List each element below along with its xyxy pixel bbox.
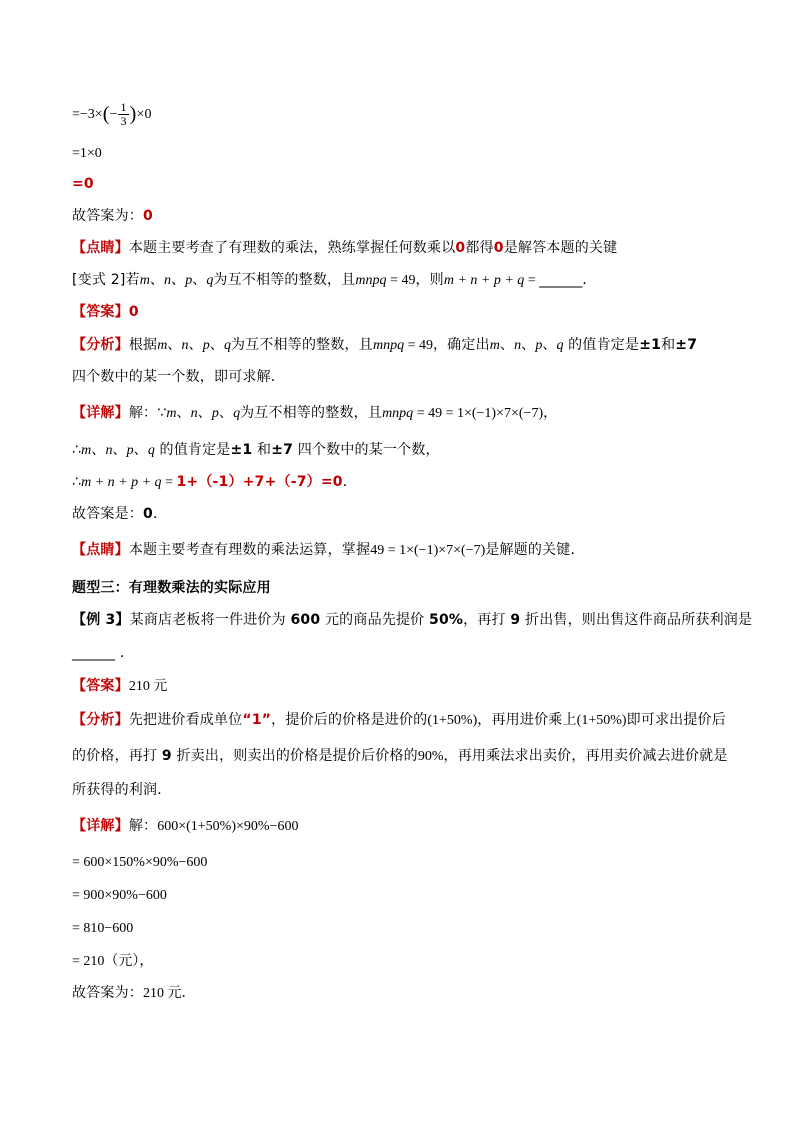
minus-sign: − [109, 107, 118, 122]
answer-blank: ______ [72, 645, 116, 661]
period: ． [115, 645, 135, 661]
therefore-symbol: ∴ [72, 442, 82, 458]
variable-q: q [147, 443, 155, 458]
markup-factor: (1+50%) [427, 713, 478, 728]
discount-value: 9 [510, 612, 521, 628]
analysis-text: 所获得的利润． [72, 782, 172, 798]
answer-tag: 【答案】 [72, 678, 129, 694]
fraction-numerator: 1 [120, 99, 127, 114]
sum-expression: m + n + p + q [81, 475, 162, 490]
unit-one: “1” [242, 712, 272, 728]
solution-3-line-2 [72, 852, 207, 873]
period: ． [152, 506, 168, 522]
note-text: 本题主要考查了有理数的乘法，熟练掌握任何数乘以 [128, 240, 456, 256]
separator: 、 [197, 405, 212, 421]
variable-q: q [233, 406, 241, 421]
solution-2-line-2 [72, 440, 440, 461]
solution-text: 和 [252, 442, 272, 458]
answer-tag: 【答案】 [72, 304, 129, 320]
variable-n: n [190, 406, 198, 421]
analysis-text: 即可求出提价后 [626, 712, 726, 728]
analysis-3-line-1 [72, 710, 726, 731]
variable-p: p [535, 338, 543, 353]
variable-m: m [139, 273, 150, 288]
variable-n: n [514, 338, 522, 353]
sum-expression: m + n + p + q [443, 273, 525, 288]
calc-text: ×0 [136, 107, 152, 122]
calc-text: = 810−600 [72, 921, 134, 936]
separator: 、 [192, 272, 207, 288]
paren-close: ) [129, 103, 137, 125]
solution-text: 的值肯定是 [154, 442, 231, 458]
discount-value: 9 [161, 748, 172, 764]
analysis-text: 的值肯定是 [563, 337, 640, 353]
solution-text: 解：∵ [128, 405, 167, 421]
section-title-text: 题型三：有理数乘法的实际应用 [72, 580, 271, 596]
therefore-symbol: ∴ [72, 474, 82, 490]
question-text: 某商店老板将一件进价为 [129, 612, 291, 628]
variable-n: n [181, 338, 189, 353]
value-plus-minus-1: ±1 [639, 337, 662, 353]
variable-p: p [126, 443, 134, 458]
separator: 、 [133, 442, 148, 458]
separator: 、 [167, 337, 182, 353]
answer-value: 210 元 [128, 679, 168, 694]
analysis-text: 四个数中的某一个数，即可求解． [72, 369, 285, 385]
analysis-text: 和 [661, 337, 676, 353]
note-line-2 [72, 540, 585, 561]
note-tag: 【点睛】 [72, 542, 129, 558]
factorization-49: = 49 = 1×(−1)×7×(−7) [413, 406, 544, 421]
separator: 、 [209, 337, 224, 353]
variable-q: q [556, 338, 564, 353]
variable-m: m [81, 443, 92, 458]
answer-label: 故答案是： [72, 506, 143, 522]
separator: 、 [521, 337, 536, 353]
answer-line-2 [72, 302, 139, 322]
calc-step-3 [72, 174, 94, 194]
calc-text: =1×0 [72, 146, 102, 161]
answer-label: 故答案为： [72, 208, 143, 224]
variable-m: m [166, 406, 177, 421]
analysis-3-line-2 [72, 746, 728, 767]
example-3-blank-line [72, 643, 134, 663]
factorization-49: 49 = 1×(−1)×7×(−7) [370, 543, 486, 558]
solution-text: 为互不相等的整数，且 [240, 405, 383, 421]
solution-text: 四个数中的某一个数， [293, 442, 440, 458]
answer-value: 210 元 [143, 986, 182, 1001]
analysis-2-line-2 [72, 367, 285, 387]
markup-factor: (1+50%) [576, 713, 627, 728]
solution-3-line-1 [72, 816, 298, 837]
discount-percent: 90% [417, 749, 444, 764]
analysis-tag: 【分析】 [72, 337, 129, 353]
period: ． [582, 272, 597, 288]
analysis-text: 先把进价看成单位 [128, 712, 243, 728]
question-text: 折出售，则出售这件商品所获利润是 [520, 612, 753, 628]
equals-49: = 49 [386, 273, 416, 288]
note-text: 是解答本题的关键 [503, 240, 618, 256]
product-mnpq: mnpq [355, 273, 387, 288]
analysis-text: 折卖出，则卖出的价格是提价后价格的 [171, 748, 418, 764]
answer-line-3 [72, 676, 167, 697]
value-plus-minus-7: ±7 [675, 337, 698, 353]
variable-p: p [211, 406, 219, 421]
note-text: 本题主要考查有理数的乘法运算，掌握 [128, 542, 371, 558]
calc-text: = 210（元）， [72, 954, 154, 969]
analysis-text: 根据 [128, 337, 158, 353]
solution-2-line-4 [72, 504, 167, 524]
separator: 、 [218, 405, 234, 421]
variant-tag: [变式 2]若 [72, 272, 140, 288]
analysis-text: 的价格，再打 [72, 748, 162, 764]
analysis-text: 为互不相等的整数，且 [230, 337, 373, 353]
fraction-one-third [118, 101, 128, 128]
solution-2-line-1 [72, 403, 557, 424]
calc-text: = 900×90%−600 [72, 888, 167, 903]
cost-price: 600 [290, 612, 321, 628]
variable-n: n [164, 273, 172, 288]
calc-text: = 600×150%×90%−600 [72, 855, 208, 870]
value-plus-minus-1: ±1 [230, 442, 253, 458]
note-line-1 [72, 238, 617, 258]
separator: 、 [499, 337, 515, 353]
note-tag: 【点睛】 [72, 240, 129, 256]
variable-m: m [489, 338, 500, 353]
solution-3-line-4 [72, 918, 133, 939]
answer-line-1 [72, 206, 153, 226]
equals-sign: = [524, 273, 540, 288]
equals-sign: = [161, 475, 177, 490]
solution-tag: 【详解】 [72, 818, 129, 834]
solution-2-line-3 [72, 472, 357, 493]
variant-2-question [72, 270, 597, 291]
analysis-3-line-3 [72, 780, 171, 800]
question-text: 元的商品先提价 [320, 612, 430, 628]
solution-3-line-3 [72, 885, 167, 906]
calc-text: =−3× [72, 107, 103, 122]
section-title [72, 578, 271, 598]
question-text: 为互不相等的整数，且 [213, 272, 356, 288]
paren-open: ( [102, 103, 110, 125]
separator: 、 [188, 337, 203, 353]
answer-value: 0 [128, 304, 139, 320]
product-mnpq: mnpq [372, 338, 405, 353]
analysis-text: ，提价后的价格是进价的 [271, 712, 428, 728]
note-zero: 0 [455, 240, 466, 256]
question-text: ，再打 [463, 612, 511, 628]
separator: 、 [176, 405, 191, 421]
period: ． [342, 474, 357, 490]
variable-q: q [223, 338, 231, 353]
analysis-text: ，确定出 [432, 337, 490, 353]
answer-blank: ______ [539, 272, 583, 288]
solution-text: 解： [128, 818, 158, 834]
solution-3-line-6 [72, 983, 196, 1004]
separator: 、 [171, 272, 186, 288]
sum-result: 1+（-1）+7+（-7）=0 [176, 474, 343, 490]
question-text: ，则 [415, 272, 444, 288]
analysis-2-line-1 [72, 335, 697, 356]
separator: 、 [149, 272, 165, 288]
calc-step-1 [72, 98, 151, 131]
variable-p: p [202, 338, 210, 353]
calc-step-2 [72, 143, 102, 164]
solution-3-line-5 [72, 951, 153, 972]
analysis-tag: 【分析】 [72, 712, 129, 728]
separator: 、 [542, 337, 557, 353]
period: ． [181, 985, 196, 1001]
note-text: 都得 [465, 240, 494, 256]
separator: 、 [112, 442, 127, 458]
answer-value: 0 [143, 208, 153, 224]
note-zero: 0 [493, 240, 504, 256]
profit-expression: 600×(1+50%)×90%−600 [157, 819, 299, 834]
note-text: 是解题的关键． [485, 542, 585, 558]
answer-label: 故答案为： [72, 985, 143, 1001]
variable-p: p [185, 273, 193, 288]
separator: 、 [91, 442, 106, 458]
analysis-text: ，再用乘法求出卖价，再用卖价减去进价就是 [443, 748, 728, 764]
fraction-denominator: 3 [120, 113, 127, 128]
example-tag: 【例 3】 [72, 612, 130, 628]
variable-n: n [105, 443, 113, 458]
solution-tag: 【详解】 [72, 405, 129, 421]
comma: ， [543, 405, 558, 421]
example-3-question [72, 610, 752, 630]
markup-percent: 50% [429, 612, 464, 628]
product-mnpq: mnpq [382, 406, 414, 421]
variable-q: q [206, 273, 214, 288]
equals-49: = 49 [404, 338, 433, 353]
answer-value: 0 [143, 506, 153, 522]
calc-result: =0 [72, 176, 94, 192]
value-plus-minus-7: ±7 [271, 442, 294, 458]
analysis-text: ，再用进价乘上 [477, 712, 577, 728]
variable-m: m [157, 338, 168, 353]
